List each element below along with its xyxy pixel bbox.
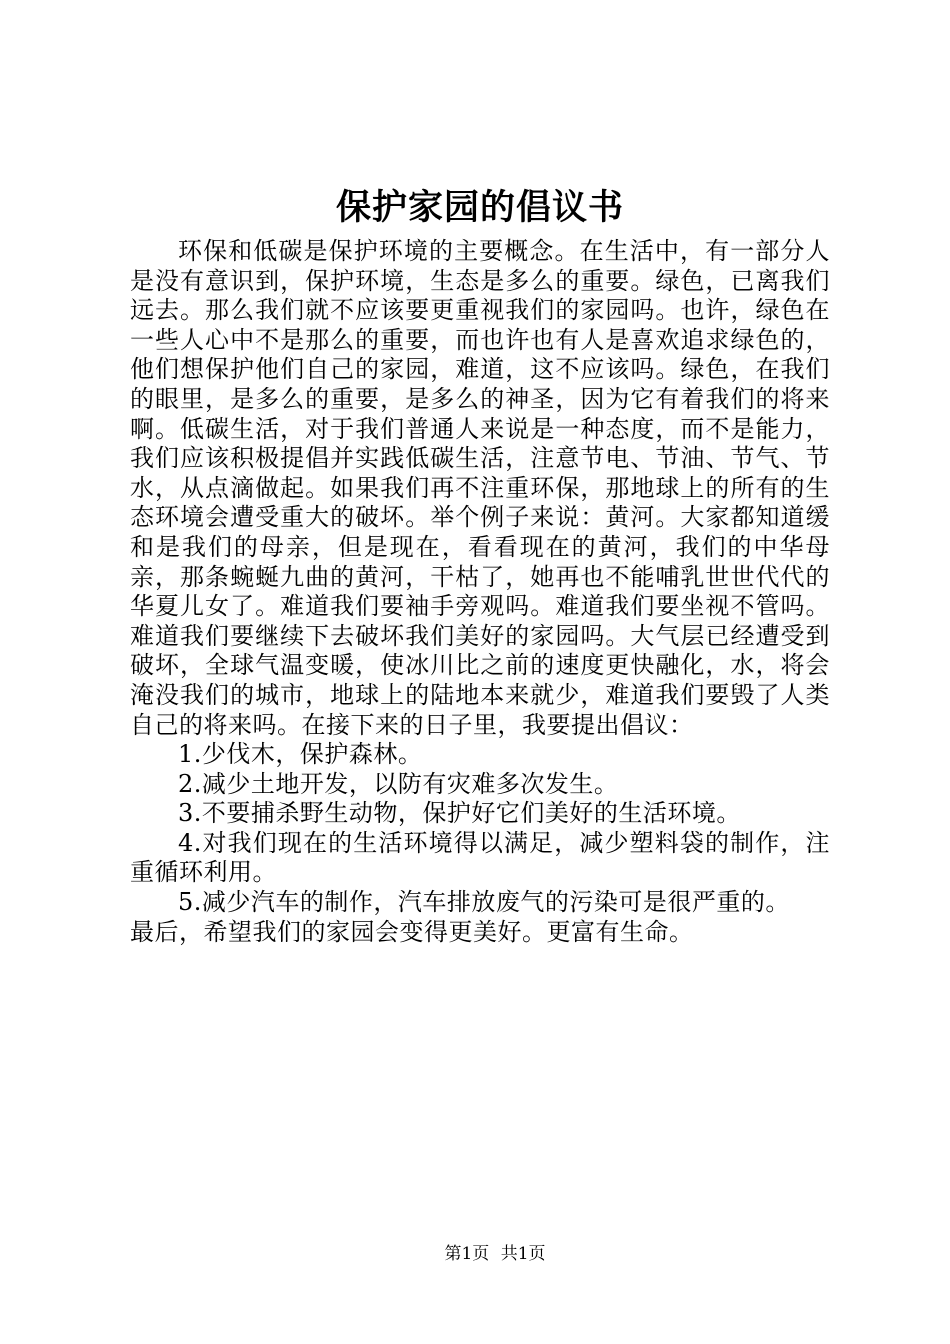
proposal-item-4: 4.对我们现在的生活环境得以满足，减少塑料袋的制作，注重循环利用。 xyxy=(130,828,830,887)
intro-paragraph: 环保和低碳是保护环境的主要概念。在生活中，有一部分人是没有意识到，保护环境，生态是多么的重要。绿色，已离我们远去。那么我们就不应该要更重视我们的家园吗。也许，绿色在一些人心中不是那么的重要，而也许也有人是喜欢追求绿色的，他们想保护他们自己的家园，难道，这不应该吗。绿色，在我们的眼里，是多么的重要，是多么的神圣，因为它有着我们的将来啊。低碳生活，对于我们普通人来说是一种态度，而不是能力，我们应该积极提倡并实践低碳生活，注意节电、节油、节气、节水，从点滴做起。如果我们再不注重环保，那地球上的所有的生态环境会遭受重大的破坏。举个例子来说：黄河。大家都知道缓和是我们的母亲，但是现在，看看现在的黄河，我们的中华母亲，那条蜿蜒九曲的黄河，干枯了，她再也不能哺乳世世代代的华夏儿女了。难道我们要袖手旁观吗。难道我们要坐视不管吗。难道我们要继续下去破坏我们美好的家园吗。大气层已经遭受到破坏，全球气温变暖，使冰川比之前的速度更快融化，水，将会淹没我们的城市，地球上的陆地本来就少，难道我们要毁了人类自己的将来吗。在接下来的日子里，我要提出倡议： xyxy=(130,237,830,739)
proposal-item-3: 3.不要捕杀野生动物，保护好它们美好的生活环境。 xyxy=(178,799,741,828)
closing-paragraph: 最后，希望我们的家园会变得更美好。更富有生命。 xyxy=(130,917,694,946)
document-title: 保护家园的倡议书 xyxy=(335,187,624,228)
page-number-footer: 第1页 共1页 xyxy=(444,1244,546,1264)
document-body xyxy=(130,237,830,947)
proposal-item-5: 5.减少汽车的制作，汽车排放废气的污染可是很严重的。 xyxy=(178,888,790,917)
proposal-item-2: 2.减少土地开发，以防有灾难多次发生。 xyxy=(178,769,619,798)
proposal-item-1: 1.少伐木，保护森林。 xyxy=(178,740,423,769)
